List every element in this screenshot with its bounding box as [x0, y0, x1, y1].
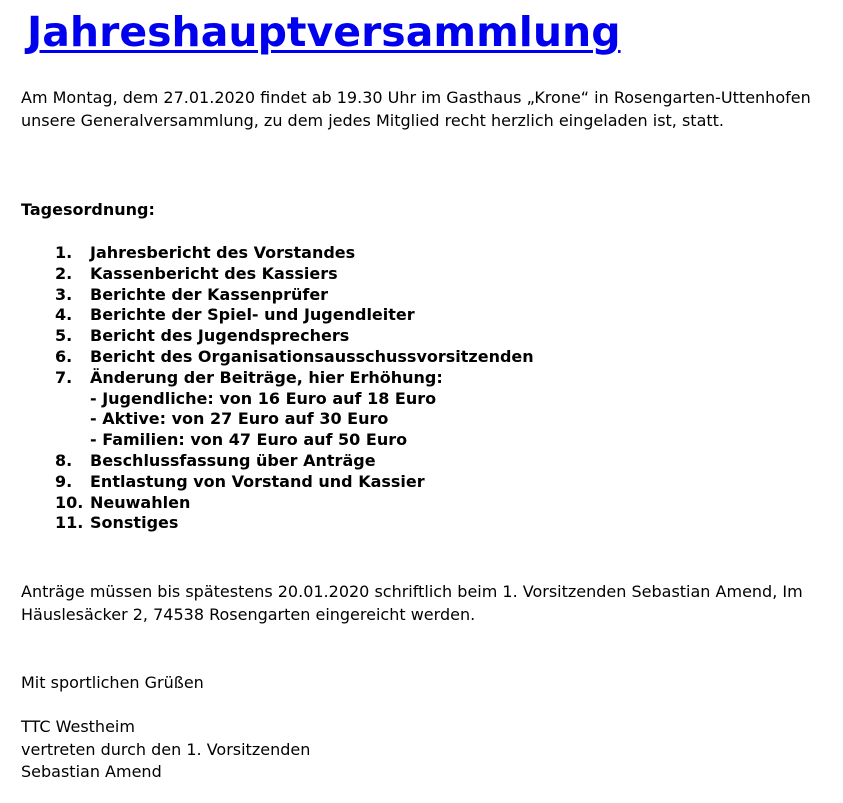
agenda-number: 10. — [55, 492, 84, 512]
agenda-item-11 — [55, 513, 815, 534]
agenda-item-8 — [55, 451, 815, 472]
agenda-text: Sonstiges — [90, 513, 179, 533]
fee-change-active: - Aktive: von 27 Euro auf 30 Euro — [90, 409, 389, 429]
agenda-number: 1. — [55, 243, 73, 262]
fee-change-youth: - Jugendliche: von 16 Euro auf 18 Euro — [90, 388, 437, 408]
agenda-text: Kassenbericht des Kassiers — [90, 263, 338, 283]
agenda-number: 5. — [55, 326, 73, 346]
agenda-number: 9. — [55, 471, 73, 491]
agenda-item-4 — [55, 305, 815, 326]
deadline-paragraph: Anträge müssen bis spätestens 20.01.2020 schriftlich beim 1. Vorsitzenden Sebastian Amend, Im Häuslesäcker 2, 74538 Rosengarten eingereicht werden. — [21, 582, 803, 624]
agenda-text: Neuwahlen — [90, 492, 191, 512]
signature-block — [21, 716, 310, 784]
agenda-text: Bericht des Jugendsprechers — [90, 326, 350, 346]
agenda-number: 8. — [55, 450, 73, 470]
page-title-link[interactable]: Jahreshauptversammlung — [27, 8, 621, 56]
agenda-number: 4. — [55, 305, 73, 325]
agenda-text: Berichte der Kassenprüfer — [90, 284, 329, 304]
agenda-item-3 — [55, 285, 815, 306]
closing-greeting: Mit sportlichen Grüßen — [21, 673, 204, 692]
agenda-number: 6. — [55, 346, 73, 366]
agenda-text: Entlastung von Vorstand und Kassier — [90, 471, 425, 491]
agenda-number: 7. — [55, 367, 73, 387]
fee-change-family: - Familien: von 47 Euro auf 50 Euro — [90, 430, 408, 450]
agenda-item-2 — [55, 264, 815, 285]
agenda-number: 11. — [55, 513, 84, 533]
agenda-heading: Tagesordnung: — [21, 200, 155, 219]
intro-paragraph: Am Montag, dem 27.01.2020 findet ab 19.30 Uhr im Gasthaus „Krone“ in Rosengarten-Uttenhofen unsere Generalversammlung, zu dem jedes Mitglied recht herzlich eingeladen ist, statt. — [21, 88, 811, 130]
agenda-text: Beschlussfassung über Anträge — [90, 450, 376, 470]
agenda-text: Jahresbericht des Vorstandes — [90, 243, 356, 262]
agenda-list — [55, 243, 815, 534]
signature-role: vertreten durch den 1. Vorsitzenden — [21, 739, 311, 759]
agenda-item-10 — [55, 493, 815, 514]
signature-club: TTC Westheim — [21, 717, 135, 736]
signature-name: Sebastian Amend — [21, 762, 162, 781]
agenda-number: 3. — [55, 284, 73, 304]
agenda-item-1 — [55, 243, 815, 264]
agenda-item-5 — [55, 326, 815, 347]
agenda-item-9 — [55, 472, 815, 493]
agenda-text-group — [90, 368, 443, 451]
agenda-item-6 — [55, 347, 815, 368]
agenda-number: 2. — [55, 263, 73, 283]
agenda-text: Berichte der Spiel- und Jugendleiter — [90, 305, 415, 325]
agenda-text: Bericht des Organisationsausschussvorsitzenden — [90, 346, 534, 366]
agenda-item-7 — [55, 368, 815, 451]
agenda-text: Änderung der Beiträge, hier Erhöhung: — [90, 367, 443, 387]
